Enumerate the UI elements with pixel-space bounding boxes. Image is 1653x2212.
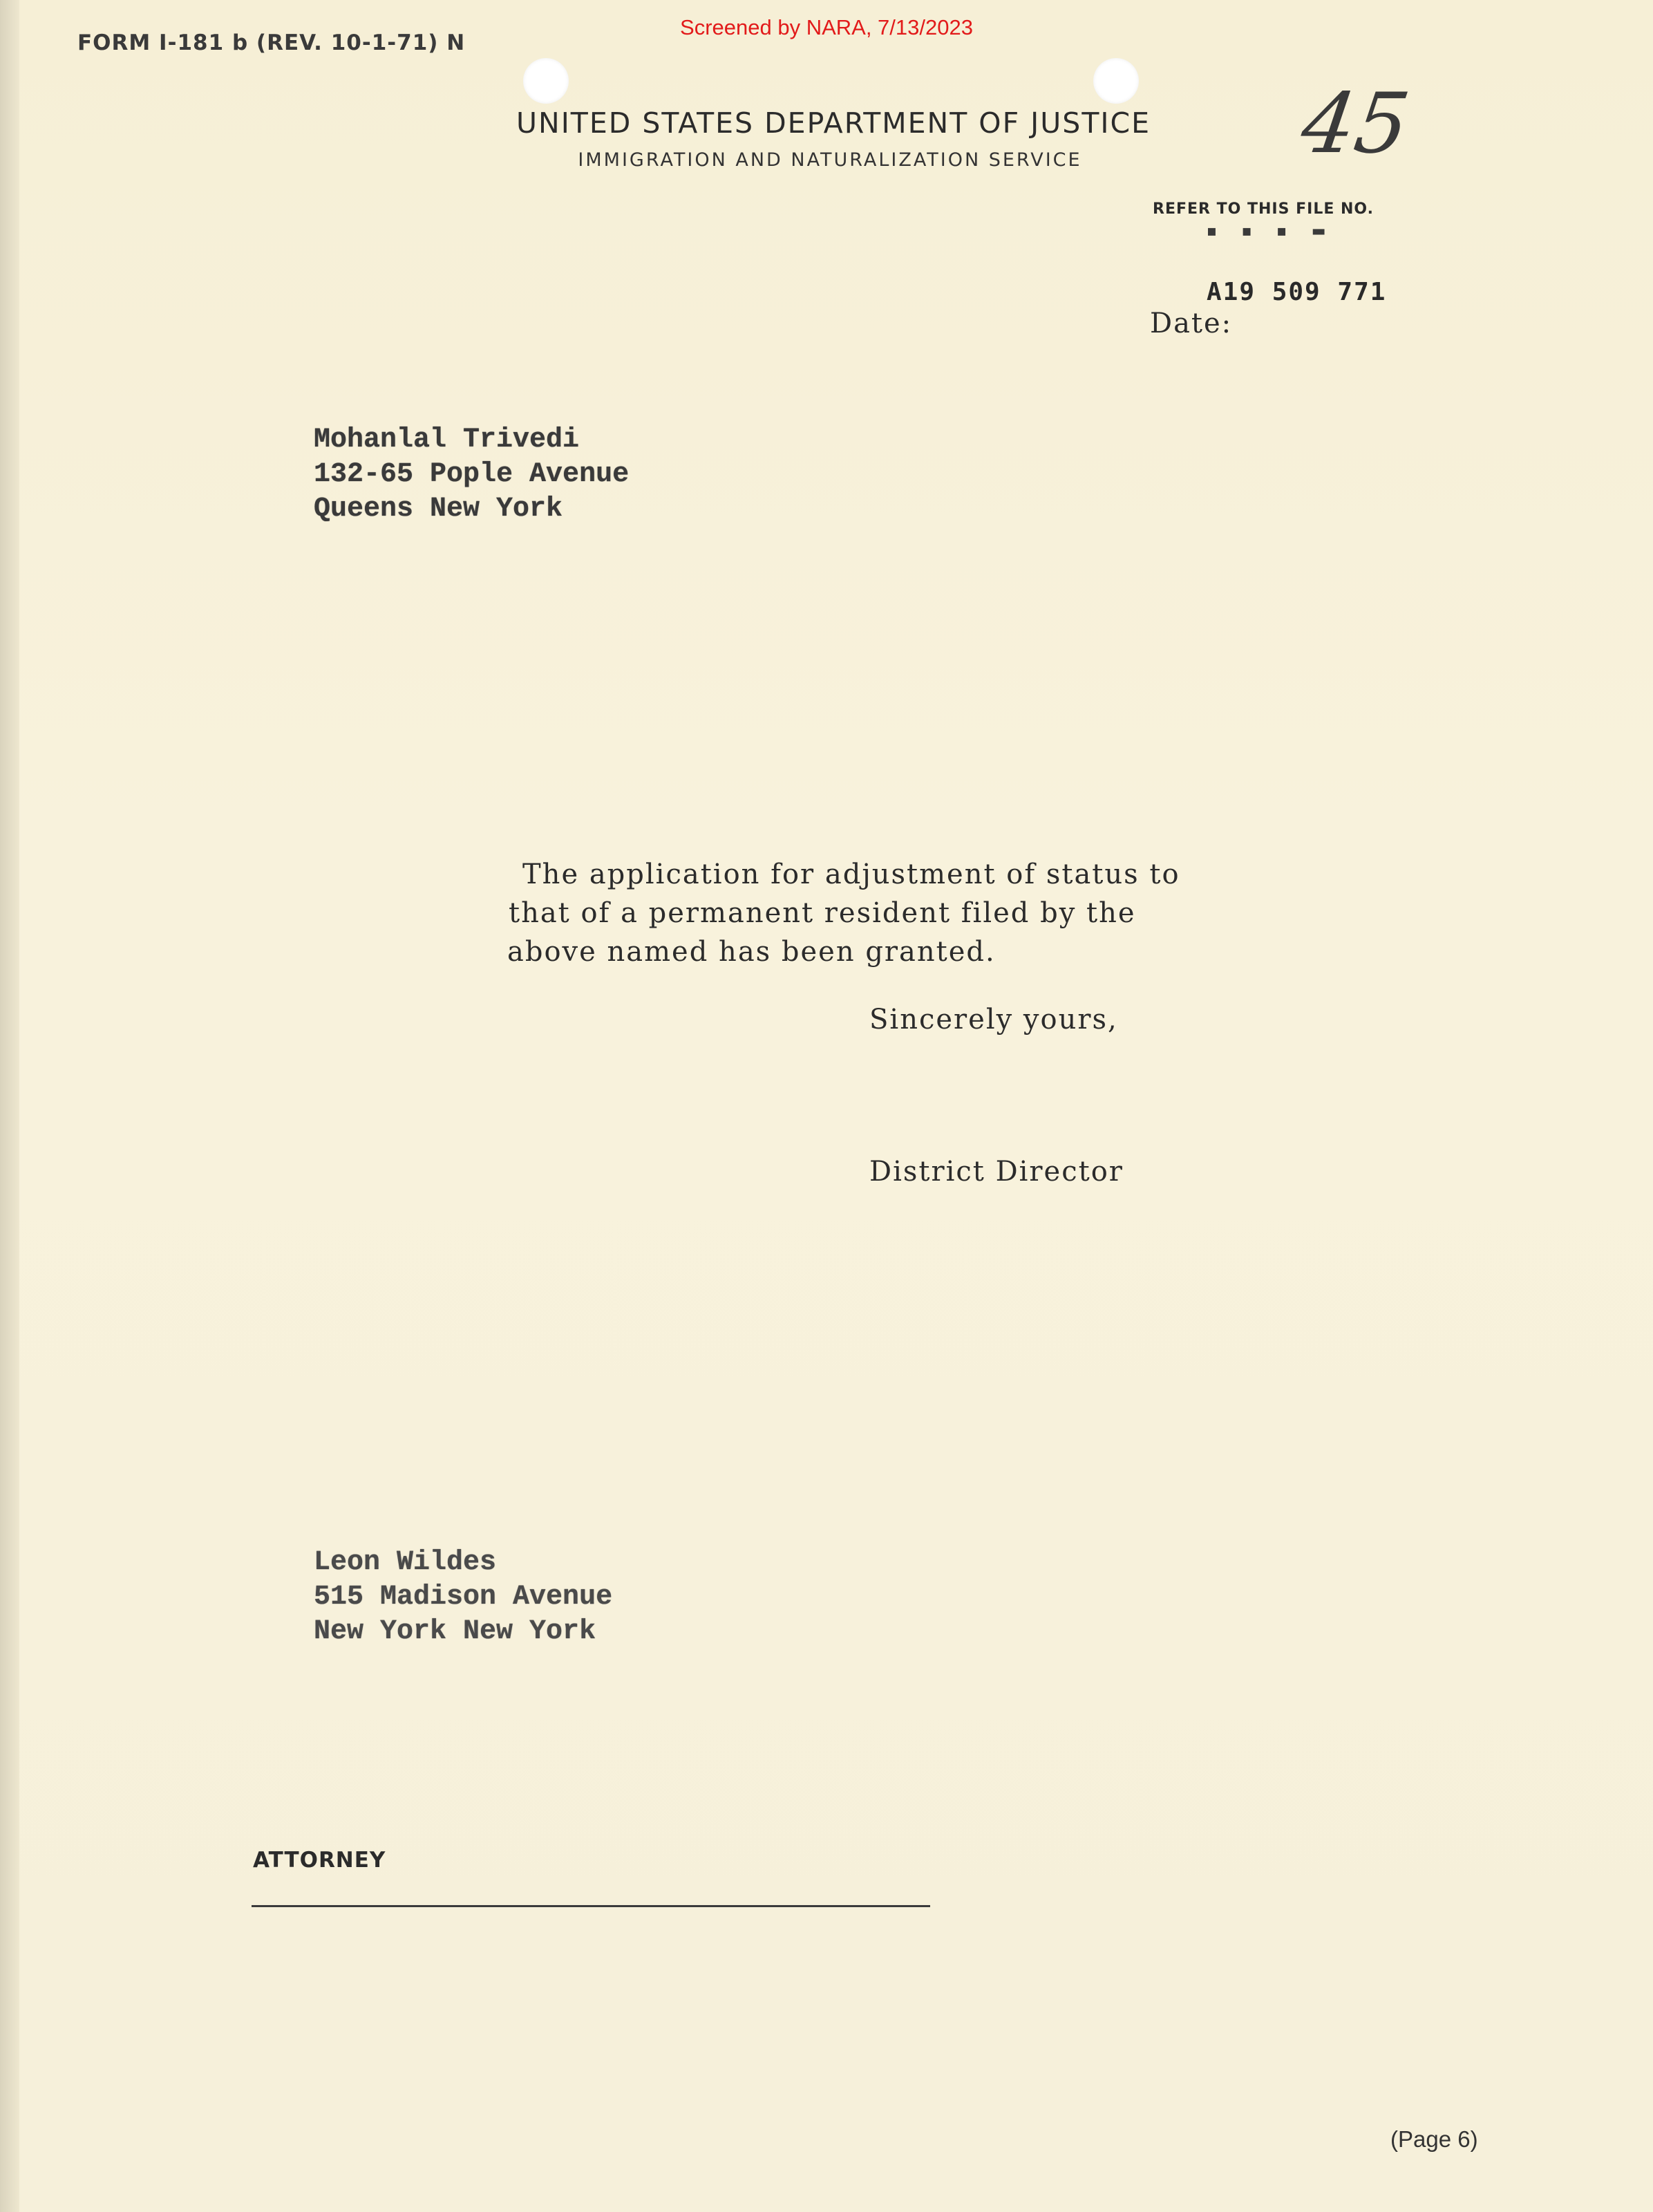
punch-hole-right	[1093, 58, 1139, 104]
attorney-address	[314, 1546, 612, 1649]
file-number: A19 509 771	[1207, 278, 1387, 306]
body-line-1: The application for adjustment of status to	[522, 859, 1180, 890]
recipient-city: Queens New York	[314, 494, 563, 525]
handwritten-page-number: 45	[1296, 76, 1415, 172]
form-number: FORM I-181 b (REV. 10-1-71) N	[77, 30, 466, 55]
signer-title: District Director	[869, 1156, 1124, 1188]
attorney-label: ATTORNEY	[253, 1848, 386, 1873]
department-heading: UNITED STATES DEPARTMENT OF JUSTICE	[516, 106, 1151, 140]
closing: Sincerely yours,	[869, 1004, 1118, 1035]
body-line-3: above named has been granted.	[507, 936, 996, 968]
attorney-street: 515 Madison Avenue	[314, 1582, 613, 1613]
recipient-name: Mohanlal Trivedi	[314, 424, 580, 456]
illegible-typed-marks: ▪ ▪ ▪ ▬	[1207, 223, 1336, 240]
paper-edge	[0, 0, 19, 2212]
attorney-city: New York New York	[314, 1616, 596, 1647]
attorney-signature-line	[252, 1905, 930, 1907]
screening-stamp: Screened by NARA, 7/13/2023	[680, 15, 973, 39]
service-subheading: IMMIGRATION AND NATURALIZATION SERVICE	[578, 149, 1082, 171]
page-number: (Page 6)	[1390, 2126, 1478, 2152]
recipient-street: 132-65 Pople Avenue	[314, 459, 630, 490]
refer-file-label: REFER TO THIS FILE NO.	[1153, 200, 1375, 218]
attorney-name: Leon Wildes	[314, 1547, 497, 1578]
date-label: Date:	[1150, 308, 1233, 339]
body-line-2: that of a permanent resident filed by the	[509, 897, 1136, 929]
punch-hole-left	[523, 58, 569, 104]
recipient-address	[314, 423, 629, 527]
